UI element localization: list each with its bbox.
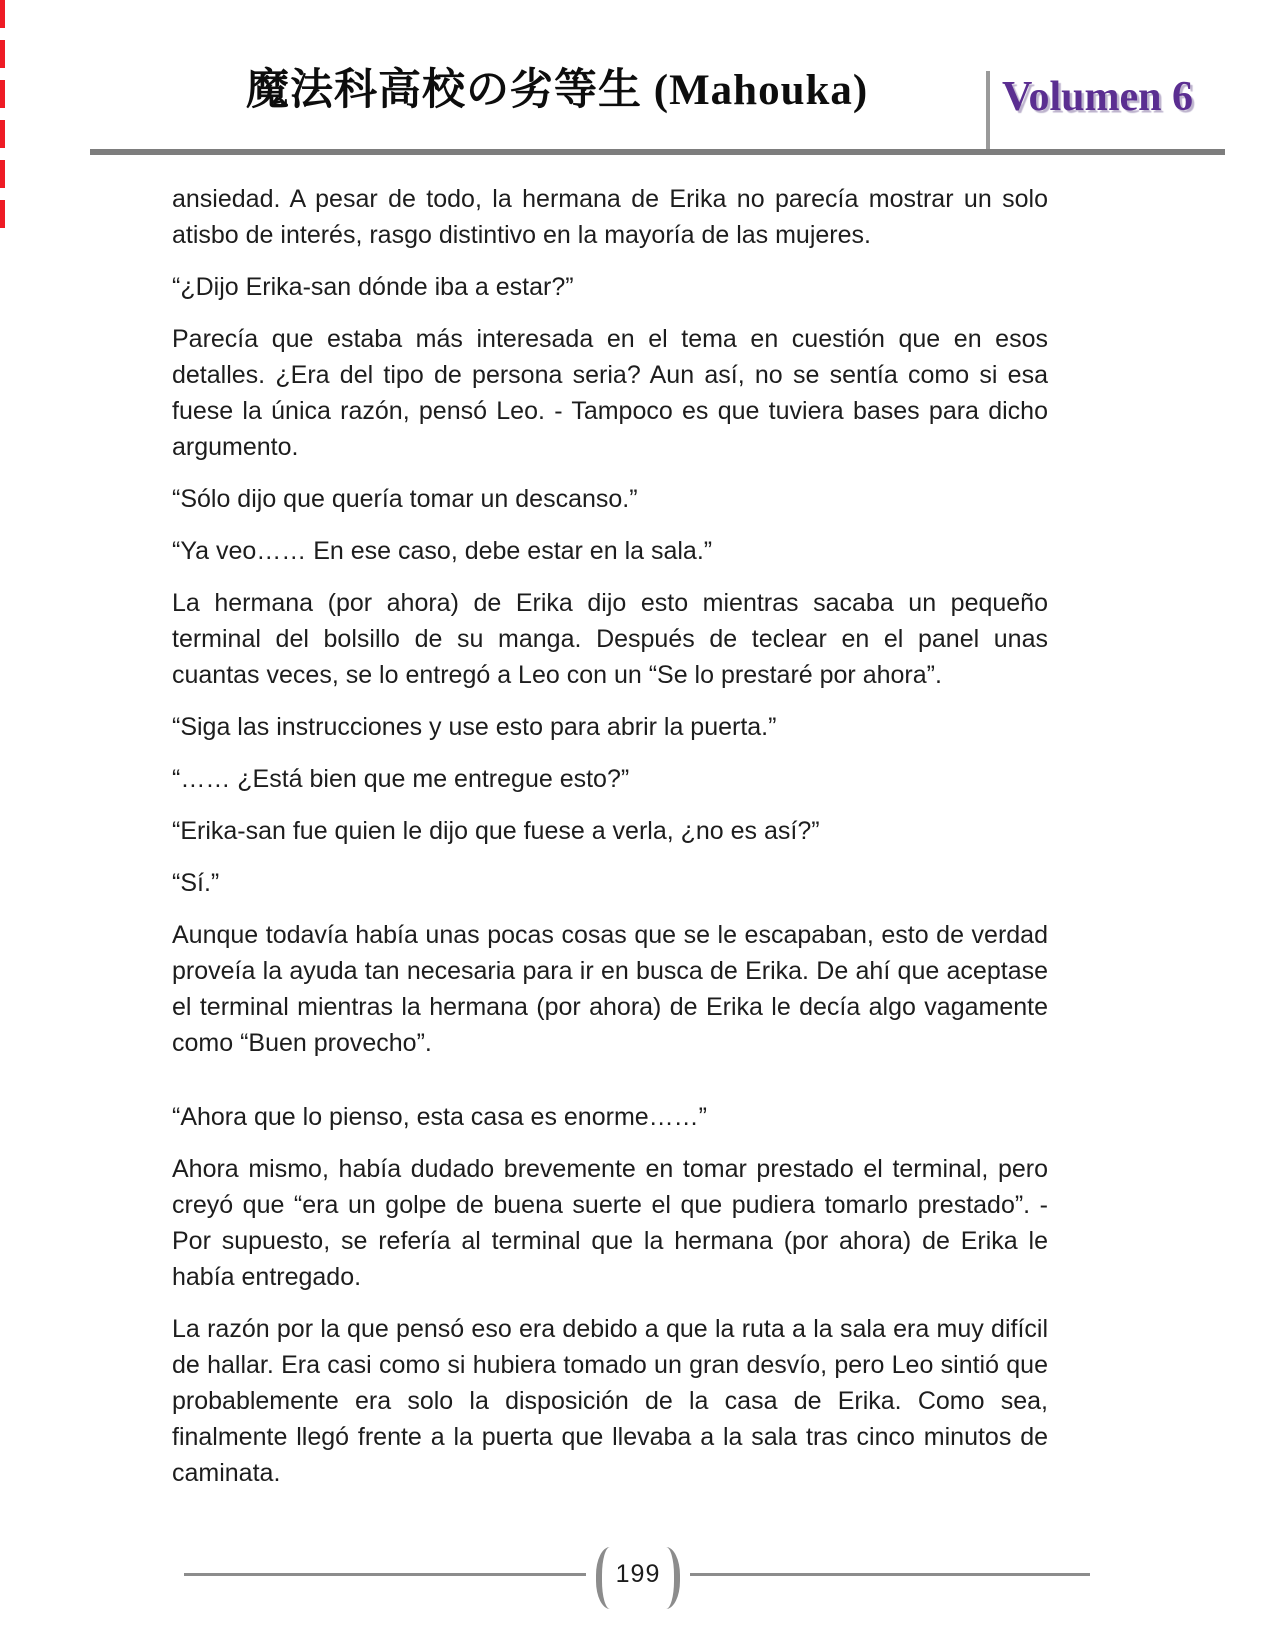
header-divider-bar — [986, 71, 990, 152]
book-title: 魔法科高校の劣等生 (Mahouka) — [246, 67, 869, 114]
footer-line-right — [690, 1573, 1090, 1576]
paragraph: Parecía que estaba más interesada en el tema en cuestión que en esos detalles. ¿Era del tipo de persona seria? Aun así, no se sentía como si esa fuese la única razón, pensó Leo. - Tampoco es que tuviera bases para dicho argumento. — [172, 325, 1048, 461]
paragraph: “Sí.” — [172, 869, 220, 897]
paragraph: ansiedad. A pesar de todo, la hermana de Erika no parecía mostrar un solo atisbo de interés, rasgo distintivo en la mayoría de las mujeres. — [172, 185, 1048, 249]
paragraph: “¿Dijo Erika-san dónde iba a estar?” — [172, 273, 574, 301]
paragraph: Ahora mismo, había dudado brevemente en tomar prestado el terminal, pero creyó que “era un golpe de buena suerte el que pudiera tomarlo prestado”. - Por supuesto, se refería al terminal que la hermana (por ahora) de Erika le había entregado. — [172, 1155, 1048, 1291]
paragraph: La hermana (por ahora) de Erika dijo esto mientras sacaba un pequeño terminal del bolsillo de su manga. Después de teclear en el panel unas cuantas veces, se lo entregó a Leo con un “Se lo prestaré por ahora”. — [172, 589, 1048, 689]
body-paragraphs — [172, 181, 1048, 1507]
paragraph: “Sólo dijo que quería tomar un descanso.” — [172, 485, 638, 513]
footer-line-left — [184, 1573, 586, 1576]
header-rule — [90, 149, 1225, 155]
page-number: 199 — [615, 1560, 661, 1588]
volume-label: Volumen 6 — [1002, 74, 1193, 120]
paragraph: “Ya veo…… En ese caso, debe estar en la sala.” — [172, 537, 713, 565]
paragraph: “…… ¿Está bien que me entregue esto?” — [172, 765, 630, 793]
left-edge-red-dashes — [0, 0, 5, 238]
page-number-right-bracket — [664, 1547, 680, 1609]
paragraph: “Erika-san fue quien le dijo que fuese a verla, ¿no es así?” — [172, 817, 820, 845]
paragraph: La razón por la que pensó eso era debido a que la ruta a la sala era muy difícil de hallar. Era casi como si hubiera tomado un gran desvío, pero Leo sintió que probablemente era solo la disposición de la casa de Erika. Como sea, finalmente llegó frente a la puerta que llevaba a la sala tras cinco minutos de caminata. — [172, 1315, 1048, 1487]
paragraph: “Siga las instrucciones y use esto para abrir la puerta.” — [172, 713, 777, 741]
paragraph: “Ahora que lo pienso, esta casa es enorme……” — [172, 1103, 707, 1131]
paragraph: Aunque todavía había unas pocas cosas que se le escapaban, esto de verdad proveía la ayuda tan necesaria para ir en busca de Erika. De ahí que aceptase el terminal mientras la hermana (por ahora) de Erika le decía algo vagamente como “Buen provecho”. — [172, 921, 1048, 1057]
